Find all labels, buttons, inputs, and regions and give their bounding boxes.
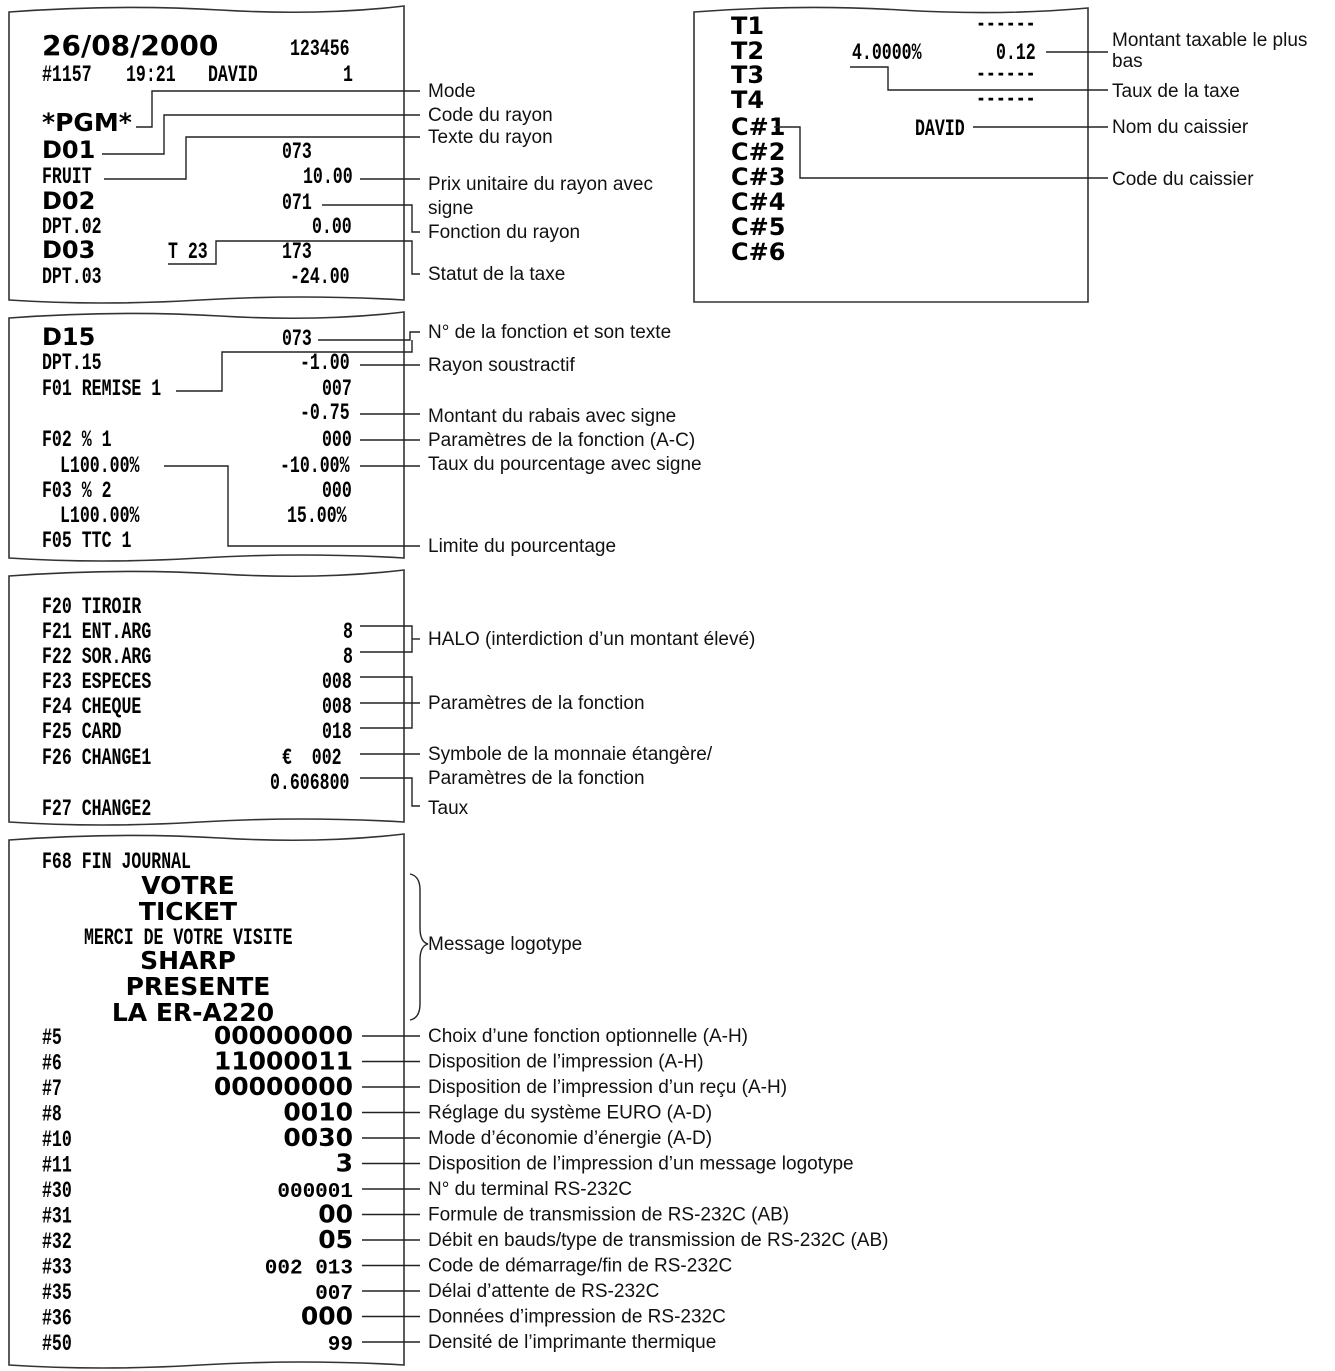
func-f26-value: € 002 bbox=[282, 745, 342, 773]
label-lowest-taxable-2: bas bbox=[1112, 51, 1143, 72]
setting-value: 00000000 bbox=[213, 1072, 353, 1101]
label-tax-status: Statut de la taxe bbox=[428, 264, 566, 285]
func-f21-value: 8 bbox=[343, 619, 353, 647]
logo-line-6: LA ER-A220 bbox=[111, 998, 275, 1027]
setting-key: #31 bbox=[42, 1204, 72, 1231]
dept-code-d03: D03 bbox=[42, 236, 96, 264]
dept-d01-text: FRUIT bbox=[42, 164, 92, 192]
func-f26-rate: 0.606800 bbox=[270, 770, 350, 798]
setting-key: #6 bbox=[42, 1051, 62, 1078]
tax-t2: T2 bbox=[731, 37, 765, 65]
cashier-c1: C#1 bbox=[731, 113, 786, 141]
label-subtractive: Rayon soustractif bbox=[428, 355, 575, 376]
setting-key: #11 bbox=[42, 1153, 72, 1180]
setting-key: #35 bbox=[42, 1280, 72, 1308]
label-unit-price-1: Prix unitaire du rayon avec bbox=[428, 174, 653, 195]
label-percent-limit: Limite du pourcentage bbox=[428, 536, 617, 557]
tax-t1: T1 bbox=[731, 12, 765, 40]
label-setting-r6: Disposition de l’impression (A-H) bbox=[428, 1051, 704, 1073]
label-mode: Mode bbox=[428, 81, 476, 102]
setting-key: #50 bbox=[42, 1331, 72, 1359]
func-f01-amount: -0.75 bbox=[300, 400, 350, 428]
setting-key: #30 bbox=[42, 1178, 72, 1206]
cashier-c6: C#6 bbox=[731, 238, 786, 266]
label-dept-function: Fonction du rayon bbox=[428, 222, 581, 243]
label-func-no: N° de la fonction et son texte bbox=[428, 322, 672, 343]
label-setting-r11: Disposition de l’impression d’un message logotype bbox=[428, 1153, 854, 1175]
func-f05: F05 TTC 1 bbox=[42, 528, 132, 556]
label-setting-r5: Choix d’une fonction optionnelle (A-H) bbox=[428, 1026, 749, 1047]
setting-value: 11000011 bbox=[213, 1046, 353, 1076]
dept-d02-value: 071 bbox=[282, 190, 312, 218]
label-setting-r36: Données d’impression de RS-232C bbox=[428, 1306, 726, 1328]
func-f24-value: 008 bbox=[322, 694, 352, 722]
dept-d01-value: 073 bbox=[282, 139, 312, 167]
dept-d01-price: 10.00 bbox=[303, 164, 353, 192]
func-f22: F22 SOR.ARG bbox=[42, 644, 152, 672]
label-setting-r10: Mode d’économie d’énergie (A-D) bbox=[428, 1128, 713, 1149]
dept-d03-price: -24.00 bbox=[290, 264, 350, 292]
setting-value: 000 bbox=[300, 1301, 353, 1331]
dept-d02-price: 0.00 bbox=[312, 214, 352, 242]
func-f02-limit: L100.00% bbox=[60, 453, 140, 481]
dept-d03-text: DPT.03 bbox=[42, 264, 102, 292]
receipt-clerk: DAVID bbox=[208, 62, 258, 90]
dept-d02-text: DPT.02 bbox=[42, 214, 102, 242]
label-tax-rate: Taux de la taxe bbox=[1112, 81, 1240, 102]
label-setting-r7: Disposition de l’impression d’un reçu (A-H) bbox=[428, 1077, 788, 1098]
label-cashier-name: Nom du caissier bbox=[1112, 117, 1249, 138]
dept-d15-price: -1.00 bbox=[300, 350, 350, 378]
func-f02: F02 % 1 bbox=[42, 427, 112, 455]
dept-d15-value: 073 bbox=[282, 326, 312, 354]
label-rate: Taux bbox=[428, 798, 469, 819]
tax-t1-value: ------ bbox=[976, 11, 1036, 39]
setting-key: #8 bbox=[42, 1102, 62, 1129]
func-f03-rate: 15.00% bbox=[287, 503, 347, 531]
logo-brace bbox=[410, 874, 428, 1020]
cashier-c1-name: DAVID bbox=[915, 116, 965, 144]
cashier-c5: C#5 bbox=[731, 213, 786, 241]
dept-d15-text: DPT.15 bbox=[42, 350, 102, 378]
receipt-number: 123456 bbox=[290, 36, 350, 64]
tax-t2-value: 0.12 bbox=[996, 40, 1036, 68]
func-f23-value: 008 bbox=[322, 669, 352, 697]
func-f25: F25 CARD bbox=[42, 719, 122, 747]
tax-t3: T3 bbox=[731, 61, 765, 89]
dept-code-d15: D15 bbox=[42, 323, 96, 351]
setting-key: #5 bbox=[42, 1025, 62, 1053]
setting-value: 000001 bbox=[277, 1181, 353, 1204]
func-f68: F68 FIN JOURNAL bbox=[42, 849, 191, 877]
dept-d03-tax: T 23 bbox=[168, 239, 208, 267]
func-f20: F20 TIROIR bbox=[42, 594, 142, 622]
setting-value: 05 bbox=[318, 1225, 353, 1254]
logo-line-5: PRESENTE bbox=[125, 972, 271, 1001]
label-halo: HALO (interdiction d’un montant élevé) bbox=[428, 629, 756, 650]
receipt-machine: 1 bbox=[343, 62, 353, 90]
setting-key: #7 bbox=[42, 1076, 62, 1104]
receipt-date: 26/08/2000 bbox=[42, 29, 219, 62]
label-setting-r8: Réglage du système EURO (A-D) bbox=[428, 1102, 713, 1124]
func-f02-rate: -10.00% bbox=[280, 453, 350, 481]
func-f03: F03 % 2 bbox=[42, 478, 112, 506]
label-discount-amount: Montant du rabais avec signe bbox=[428, 406, 677, 427]
func-f24: F24 CHEQUE bbox=[42, 694, 142, 722]
mode-text: *PGM* bbox=[42, 108, 132, 137]
tax-t3-value: ------ bbox=[976, 61, 1036, 89]
setting-value: 00000000 bbox=[213, 1021, 353, 1050]
func-f27: F27 CHANGE2 bbox=[42, 796, 152, 824]
label-percent-rate: Taux du pourcentage avec signe bbox=[428, 454, 702, 475]
func-f23: F23 ESPECES bbox=[42, 669, 152, 697]
label-func-params: Paramètres de la fonction bbox=[428, 693, 645, 714]
tax-t2-rate: 4.0000% bbox=[852, 40, 922, 68]
setting-value: 002 013 bbox=[264, 1257, 353, 1281]
setting-value: 0010 bbox=[283, 1097, 353, 1127]
label-setting-r31: Formule de transmission de RS-232C (AB) bbox=[428, 1204, 790, 1226]
setting-value: 00 bbox=[318, 1199, 353, 1229]
tax-t4-value: ------ bbox=[976, 86, 1036, 114]
label-cashier-code: Code du caissier bbox=[1112, 169, 1254, 190]
logo-line-3: MERCI DE VOTRE VISITE bbox=[84, 925, 293, 953]
label-dept-code: Code du rayon bbox=[428, 105, 553, 126]
setting-key: #36 bbox=[42, 1306, 72, 1333]
tax-t4: T4 bbox=[731, 86, 765, 114]
dept-d03-value: 173 bbox=[282, 239, 312, 267]
label-currency-params: Paramètres de la fonction bbox=[428, 768, 645, 789]
setting-value: 3 bbox=[335, 1148, 353, 1178]
func-f01-value: 007 bbox=[322, 376, 352, 404]
func-f02-value: 000 bbox=[322, 427, 352, 455]
logo-line-4: SHARP bbox=[140, 946, 236, 975]
func-f21: F21 ENT.ARG bbox=[42, 619, 152, 647]
label-setting-r33: Code de démarrage/fin de RS-232C bbox=[428, 1255, 733, 1277]
setting-value: 007 bbox=[315, 1283, 353, 1306]
receipt-counter: #1157 bbox=[42, 62, 92, 90]
logo-line-1: VOTRE bbox=[141, 871, 235, 900]
dept-code-d02: D02 bbox=[42, 187, 96, 215]
func-f03-limit: L100.00% bbox=[60, 503, 140, 531]
label-logo-message: Message logotype bbox=[428, 934, 583, 955]
receipt-time: 19:21 bbox=[126, 62, 176, 90]
label-setting-r35: Délai d’attente de RS-232C bbox=[428, 1281, 660, 1302]
cashier-c4: C#4 bbox=[731, 188, 786, 216]
func-f22-value: 8 bbox=[343, 644, 353, 672]
label-setting-r32: Débit en bauds/type de transmission de RS-232C (AB) bbox=[428, 1230, 889, 1251]
label-setting-r50: Densité de l’imprimante thermique bbox=[428, 1332, 717, 1353]
setting-key: #33 bbox=[42, 1255, 72, 1282]
label-func-params-ac: Paramètres de la fonction (A-C) bbox=[428, 430, 696, 451]
func-f25-value: 018 bbox=[322, 719, 352, 747]
func-f03-value: 000 bbox=[322, 478, 352, 506]
setting-key: #32 bbox=[42, 1229, 72, 1257]
func-f01: F01 REMISE 1 bbox=[42, 376, 162, 404]
cashier-c3: C#3 bbox=[731, 163, 786, 191]
setting-value: 0030 bbox=[283, 1123, 353, 1152]
label-setting-r30: N° du terminal RS-232C bbox=[428, 1179, 633, 1200]
dept-code-d01: D01 bbox=[42, 136, 96, 164]
label-currency-symbol: Symbole de la monnaie étangère/ bbox=[428, 744, 713, 765]
label-lowest-taxable-1: Montant taxable le plus bbox=[1112, 30, 1308, 51]
label-dept-text: Texte du rayon bbox=[428, 127, 553, 148]
func-f26: F26 CHANGE1 bbox=[42, 745, 152, 773]
label-unit-price-2: signe bbox=[428, 198, 474, 219]
cashier-c2: C#2 bbox=[731, 138, 786, 166]
logo-line-2: TICKET bbox=[138, 897, 238, 926]
setting-key: #10 bbox=[42, 1127, 72, 1155]
setting-value: 99 bbox=[327, 1334, 353, 1357]
